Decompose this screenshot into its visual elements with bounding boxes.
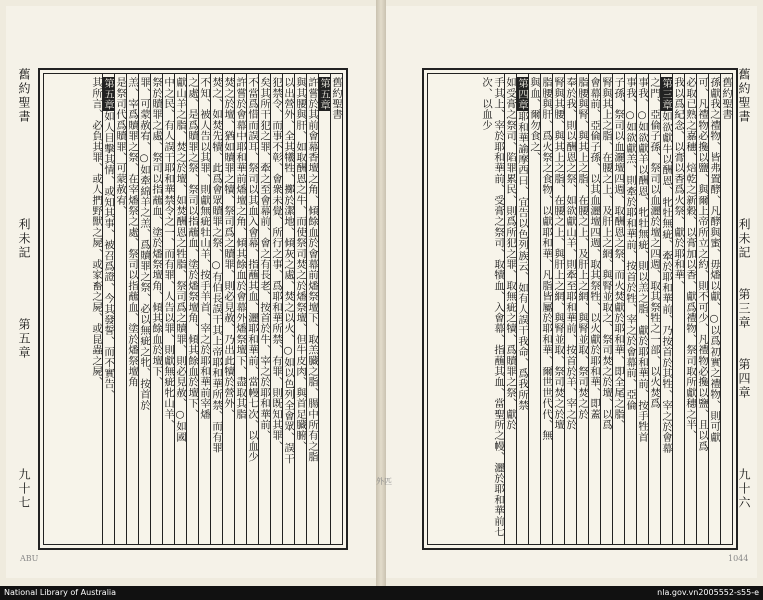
right-body-column: 必取已熟之嘉穗、焙乾之新穀、以膏加以香、獻爲禮物、祭司取所獻穗之半、 xyxy=(684,74,696,544)
left-text-columns xyxy=(44,74,342,544)
left-running-head xyxy=(330,74,342,544)
left-margin-chapter: 第五章 xyxy=(17,318,31,360)
right-page-number: 九十六 xyxy=(737,468,751,510)
right-chapter4-column xyxy=(516,74,528,544)
left-page-number: 九十七 xyxy=(17,468,31,510)
footer-library-name: National Library of Australia xyxy=(4,588,117,597)
right-chapter3-column: 腎與其腰、與其上之脂、在腰之上、與肝上之網、與腎並取、祭司焚之於壇 xyxy=(552,74,564,544)
right-margin-book-name: 利未記 xyxy=(737,218,751,260)
left-body-column: 是祭司代爲贖罪、可蒙赦宥、 xyxy=(114,74,126,544)
right-margin-chapter: 第三章 xyxy=(737,288,751,330)
right-margin-book: 舊約聖書 xyxy=(737,68,751,124)
right-body-column: 孫獻我之禮物、皆弗置酵、凡酵與蜜、毋燔以獻、○以爲初實之禮物、則可獻 xyxy=(708,74,720,544)
left-margin-book-name: 利未記 xyxy=(17,218,31,260)
right-body-column: 我以爲紀念、以膏以香爲火祭、獻於耶和華、 xyxy=(672,74,684,544)
right-margin-chapter-next: 第四章 xyxy=(737,358,751,400)
right-chapter3-column: 脂腰與腎、與其上之脂、在腰之上、及肝上之網、與腎並取、祭司焚之於 xyxy=(576,74,588,544)
right-margin-heading xyxy=(732,68,756,546)
left-body-column: 以出營外、全其犧牲、擲於潔地、傾灰之處、焚之以火、○如以色列全會眾、誤干 xyxy=(282,74,294,544)
left-body-column: 矣其所干犯之罪、牽之至會幕前、會之有長老、按首於牛、宰之於耶和華前、 xyxy=(258,74,270,544)
left-body-column: 不知、被人告以其罪、則獻無疵牡山羊、按手羊首、宰之於耶和華前宰燔 xyxy=(198,74,210,544)
right-chapter4-chapter-badge: 第四章 xyxy=(516,78,528,111)
book-gutter xyxy=(376,0,386,586)
left-body-column: 犯禁令、而事不彰、會衆未覺、所行之事、爲耶和華所禁、有罪、則既知其罪、 xyxy=(270,74,282,544)
footer-record-id: nla.gov.vn2005552-s55-e xyxy=(657,588,759,597)
right-body-column: 可、凡禮物必攙以鹽、與爾上帝所立之約、則不可少、凡禮物必攙以鹽、且以爲 xyxy=(696,74,708,544)
center-fold-mark: 外匹 xyxy=(376,477,392,486)
right-chapter4-column: 如受膏之祭司、陷罪累民、則爲所犯之罪、取無疵之犢、爲贖罪之祭、獻於 xyxy=(504,74,516,544)
left-chapter5-column-text: 如人目擊其情、或知其事、被召爲證、今其發誓、而不實告、 xyxy=(102,111,114,401)
left-body-column: 祭於贖罪之處、祭司以指蘸血、塗於燔祭壇角、傾其餘血於壇下、 xyxy=(150,74,162,544)
left-body-column: 不當爲惜而誤耳、祭司以其血入會幕、指蘸其血、灑耶和華前、當幔七次、以血少 xyxy=(246,74,258,544)
right-chapter3-column-text: 如欲獻牛以酬恩、牝牡無疵、牽於耶和華前、乃按首於其牲、宰之於會幕 xyxy=(660,111,672,454)
left-body-column: 獻山羊之脂、焚之於壇、如焚酬恩之牲脂、祭司爲之贖罪、則必見赦、○如國 xyxy=(174,74,186,544)
right-fold-mark: 1044 xyxy=(728,554,749,563)
left-body-column: 焚之、如焚先犢、此爲會眾贖罪之祭、○有伯長誤干其上帝耶和華所禁、而有罪 xyxy=(210,74,222,544)
right-chapter3-column xyxy=(660,74,672,544)
right-chapter3-column: 會幕前、亞倫子孫、以其血灑壇四週、取其祭牲、以火獻於耶和華、即蓋 xyxy=(588,74,600,544)
right-chapter3-column: 與血、爾勿食之、 xyxy=(528,74,540,544)
left-body-column: 罪、可蒙赦宥、○如牽綿羊之羔、爲贖罪之祭、必以無疵之牝、按首於 xyxy=(138,74,150,544)
left-chapter-badge: 第五章 xyxy=(318,78,330,111)
right-chapter4-column-text: 耶和華諭摩西曰、宜告以色列族云、如有人誤干我命、爲我所禁 xyxy=(516,111,528,411)
left-fold-mark: ABU xyxy=(20,554,39,563)
left-body-column: 與其腰與肝、如取酬恩之牛、而使祭司焚之於燔祭壇、但牛皮肉、與首足臓腑、 xyxy=(294,74,306,544)
right-chapter3-column: 子孫、祭司以血灑壇四週、取酬恩之祭、而火焚獻於耶和華、即全尾之脂、 xyxy=(612,74,624,544)
left-text-frame xyxy=(38,68,348,550)
left-chapter5-column xyxy=(102,74,114,544)
left-body-column: 之處、是爲贖罪之祭、祭司以指蘸血、塗於燔祭壇角、傾其餘血於壇下、 xyxy=(186,74,198,544)
left-body-column: 許嘗於其前會幕香壇之角、傾餘血於會幕前燔祭壇下、取羔臓之脂、腸中所有之脂 xyxy=(306,74,318,544)
right-chapter3-column: 之門、亞倫子孫、祭司以血灑於壇之四週、取其祭牲之一部、以火焚爲 xyxy=(648,74,660,544)
left-chapter5-column: 其所言、必負其罪、或人捫野獸之屍、或家畜之屍、或昆蟲之屍、 xyxy=(90,77,102,388)
right-chapter3-column: 腎與其上之脂、在腰之上、及肝上之網、與腎並取之、祭司焚之於壇、以爲 xyxy=(600,74,612,544)
left-margin-heading xyxy=(10,68,36,546)
right-text-columns xyxy=(428,74,732,544)
library-footer xyxy=(0,586,763,600)
right-chapter3-chapter-badge: 第三章 xyxy=(660,78,672,111)
right-chapter3-column: 奉於我、則以酬恩之祭、如欲獻山羊、則牽至耶和華前、按首於羊、宰之於 xyxy=(564,74,576,544)
right-chapter4-column: 手其上、宰於耶和華前、受膏之祭司、取犢血、入會幕、指蘸其血、當聖所之幔、灑於耶和華前七次、以血少 xyxy=(480,77,504,538)
right-chapter3-column: 事我、○如欲獻羊以酬恩、牝牡無疵、則以羔之脂、獻於耶和華前、按手牲首 xyxy=(636,74,648,544)
left-body-column: 羔、宰爲贖罪之祭、在宰燔祭之處、祭司以指蘸血、塗於燔祭壇角 xyxy=(126,74,138,544)
left-page xyxy=(6,6,376,578)
right-page xyxy=(376,6,757,578)
right-text-frame xyxy=(422,68,738,550)
right-running-head: 舊約聖書 xyxy=(720,74,732,544)
left-body-column: 焚之於壇、猶如贖罪之犢、祭司爲之贖罪、則必見赦、乃出此犢於營外、 xyxy=(222,74,234,544)
right-chapter3-column: 事我、○如欲獻羔、則牽於耶和華前、按首於牲、宰之於會幕前、亞倫 xyxy=(624,74,636,544)
left-margin-book: 舊約聖書 xyxy=(17,68,31,124)
left-body-column: 許嘗於會幕中耶和華前燔壇之角、傾其餘血於會幕外燔祭壇下、盡取其脂 xyxy=(234,74,246,544)
left-chapter5-chapter-badge: 第五章 xyxy=(102,78,114,111)
left-chapter-label-col xyxy=(318,74,330,544)
right-chapter3-column: 脂腰與肝、爲火祭之食物、以獻耶和華、凡脂皆屬於耶和華、爾世世代代、無 xyxy=(540,74,552,544)
left-book-title: 舊約聖書 xyxy=(330,77,342,120)
left-body-column: 中之民、有人誤干耶和華禁令之一、而有罪、人告以罪、則獻無疵牝山羊、 xyxy=(162,74,174,544)
